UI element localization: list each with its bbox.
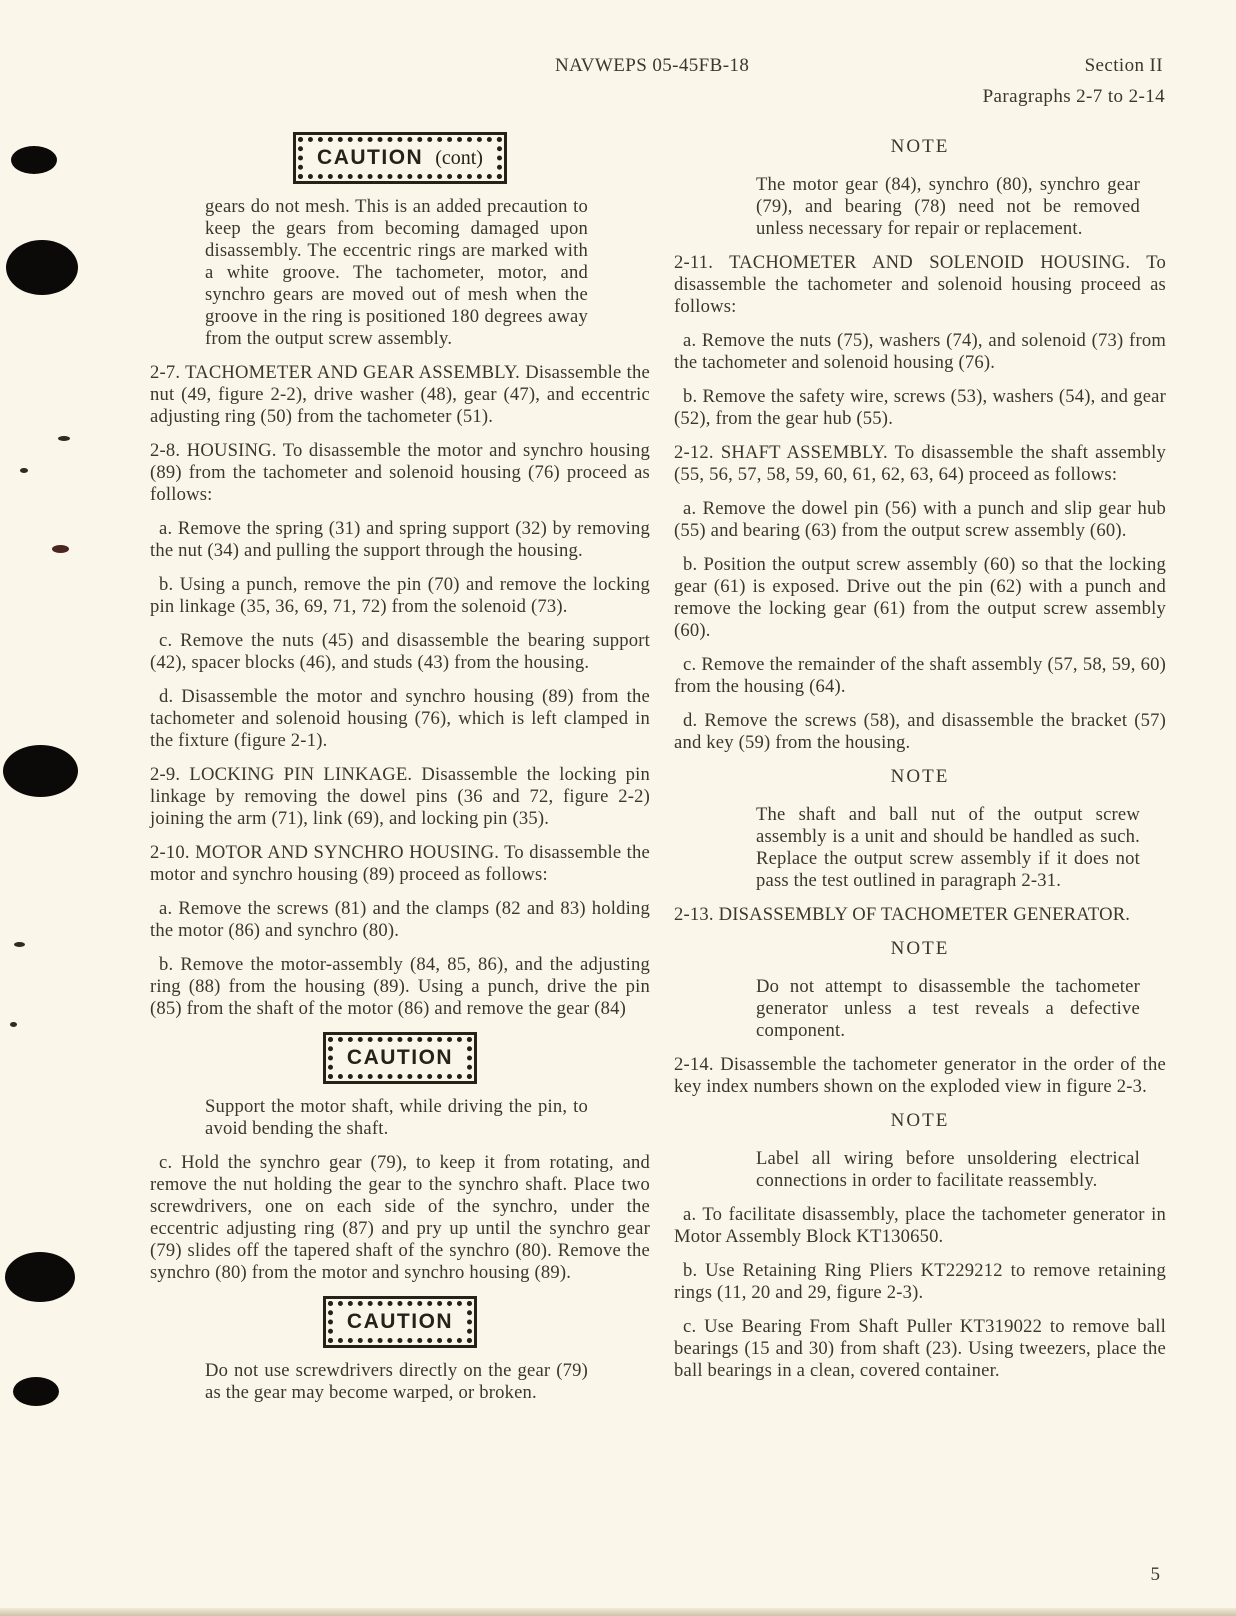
right-column [674,128,1166,1416]
ink-speck [20,468,28,473]
step-paragraph-2-14a: a. To facilitate disassembly, place the tachometer generator in Motor Assembly Block KT130650. [674,1204,1166,1247]
step-paragraph-2-14b: b. Use Retaining Ring Pliers KT229212 to remove retaining rings (11, 20 and 29, figure 2-3). [674,1260,1166,1303]
step-paragraph-2-12a: a. Remove the dowel pin (56) with a punch and slip gear hub (55) and bearing (63) from the output screw assembly (60). [674,498,1166,541]
binding-hole-1 [11,146,57,174]
ink-speck [14,942,25,947]
section-label: Section II [1084,55,1163,76]
step-paragraph-2-10b: b. Remove the motor-assembly (84, 85, 86), and the adjusting ring (88) from the housing (89). Using a punch, drive the pin (85) from the shaft of the motor (86) and remove the gear (84) [150,954,650,1019]
section-paragraph-2-8: 2-8. HOUSING. To disassemble the motor and synchro housing (89) from the tachometer and solenoid housing (76) proceed as follows: [150,440,650,505]
step-paragraph-2-8c: c. Remove the nuts (45) and disassemble the bearing support (42), spacer blocks (46), and studs (43) from the housing. [150,630,650,673]
caution-box-3-wrap [150,1296,650,1348]
section-paragraph-2-12: 2-12. SHAFT ASSEMBLY. To disassemble the shaft assembly (55, 56, 57, 58, 59, 60, 61, 62, 63, 64) proceed as follows: [674,442,1166,485]
caution-text: Support the motor shaft, while driving the pin, to avoid bending the shaft. [205,1096,588,1139]
caution-label: CAUTION [346,1046,454,1069]
bottom-scan-edge [0,1608,1236,1616]
section-paragraph-2-9: 2-9. LOCKING PIN LINKAGE. Disassemble the locking pin linkage by removing the dowel pins (36 and 72, figure 2-2) joining the arm (71), link (69), and locking pin (35). [150,764,650,829]
caution-cont-label: (cont) [435,147,483,169]
note-heading: NOTE [890,938,950,959]
note-text: Do not attempt to disassemble the tachometer generator unless a test reveals a defective component. [756,976,1140,1041]
binding-hole-4 [5,1252,75,1302]
step-paragraph-2-8a: a. Remove the spring (31) and spring support (32) by removing the nut (34) and pulling the support through the housing. [150,518,650,561]
caution-box-inner [328,1301,472,1343]
section-paragraph-2-14: 2-14. Disassemble the tachometer generator in the order of the key index numbers shown on the exploded view in figure 2-3. [674,1054,1166,1097]
caution-box-cont-wrap [150,132,650,184]
two-column-layout [150,128,1166,1416]
caution-label: CAUTION [317,146,424,169]
step-paragraph-2-12d: d. Remove the screws (58), and disassemble the bracket (57) and key (59) from the housing. [674,710,1166,753]
note-text: Label all wiring before unsoldering electrical connections in order to facilitate reassembly. [756,1148,1140,1191]
caution-box-2 [323,1032,477,1084]
caution-text: Do not use screwdrivers directly on the gear (79) as the gear may become warped, or broken. [205,1360,588,1403]
step-paragraph-2-11a: a. Remove the nuts (75), washers (74), and solenoid (73) from the tachometer and solenoid housing (76). [674,330,1166,373]
note-heading: NOTE [890,1110,950,1131]
section-paragraph-2-13: 2-13. DISASSEMBLY OF TACHOMETER GENERATOR. [674,904,1131,925]
paragraph-range: Paragraphs 2-7 to 2-14 [982,86,1165,107]
ink-speck [10,1022,17,1027]
section-paragraph-2-10: 2-10. MOTOR AND SYNCHRO HOUSING. To disassemble the motor and synchro housing (89) proceed as follows: [150,842,650,885]
ink-speck [52,545,69,553]
caution-label: CAUTION [346,1310,454,1333]
binding-hole-5 [13,1377,59,1406]
doc-number: NAVWEPS 05-45FB-18 [555,55,750,76]
left-column [150,128,650,1416]
step-paragraph-2-10c: c. Hold the synchro gear (79), to keep it from rotating, and remove the nut holding the gear to the synchro shaft. Place two screwdrivers, one on each side of the synchro, under the eccentric adjusting ring (87) and pry up until the synchro gear (79) slides off the tapered shaft of the synchro (80). Remove the synchro (80) from the motor and synchro housing (89). [150,1152,650,1283]
step-paragraph-2-11b: b. Remove the safety wire, screws (53), washers (54), and gear (52), from the gear hub (55). [674,386,1166,429]
section-paragraph-2-7: 2-7. TACHOMETER AND GEAR ASSEMBLY. Disassemble the nut (49, figure 2-2), drive washer (48), gear (47), and eccentric adjusting ring (50) from the tachometer (51). [150,362,650,427]
step-paragraph-2-12b: b. Position the output screw assembly (60) so that the locking gear (61) is exposed. Drive out the pin (62) with a punch and remove the locking gear (61) from the output screw assembly (60). [674,554,1166,641]
caution-box-3 [323,1296,477,1348]
step-paragraph-2-8b: b. Using a punch, remove the pin (70) and remove the locking pin linkage (35, 36, 69, 71, 72) from the solenoid (73). [150,574,650,617]
caution-box-inner [328,1037,472,1079]
note-text: The shaft and ball nut of the output screw assembly is a unit and should be handled as such. Replace the output screw assembly if it does not pass the test outlined in paragraph 2-31. [756,804,1140,891]
note-heading: NOTE [890,136,950,157]
note-heading: NOTE [890,766,950,787]
binding-hole-3 [3,745,78,797]
step-paragraph-2-10a: a. Remove the screws (81) and the clamps (82 and 83) holding the motor (86) and synchro (80). [150,898,650,941]
page-number: 5 [1150,1564,1160,1585]
caution-text: gears do not mesh. This is an added precaution to keep the gears from becoming damaged upon disassembly. The eccentric rings are marked with a white groove. The tachometer, motor, and synchro gears are moved out of mesh when the groove in the ring is positioned 180 degrees away from the output screw assembly. [205,196,588,349]
caution-box-2-wrap [150,1032,650,1084]
step-paragraph-2-12c: c. Remove the remainder of the shaft assembly (57, 58, 59, 60) from the housing (64). [674,654,1166,697]
caution-box-inner [298,137,502,179]
note-text: The motor gear (84), synchro (80), synchro gear (79), and bearing (78) need not be removed unless necessary for repair or replacement. [756,174,1140,239]
caution-box-cont [293,132,507,184]
ink-speck [58,436,70,441]
section-paragraph-2-11: 2-11. TACHOMETER AND SOLENOID HOUSING. To disassemble the tachometer and solenoid housing proceed as follows: [674,252,1166,317]
binding-hole-2 [6,240,78,295]
step-paragraph-2-14c: c. Use Bearing From Shaft Puller KT319022 to remove ball bearings (15 and 30) from shaft (23). Using tweezers, place the ball bearings in a clean, covered container. [674,1316,1166,1381]
step-paragraph-2-8d: d. Disassemble the motor and synchro housing (89) from the tachometer and solenoid housing (76), which is left clamped in the fixture (figure 2-1). [150,686,650,751]
